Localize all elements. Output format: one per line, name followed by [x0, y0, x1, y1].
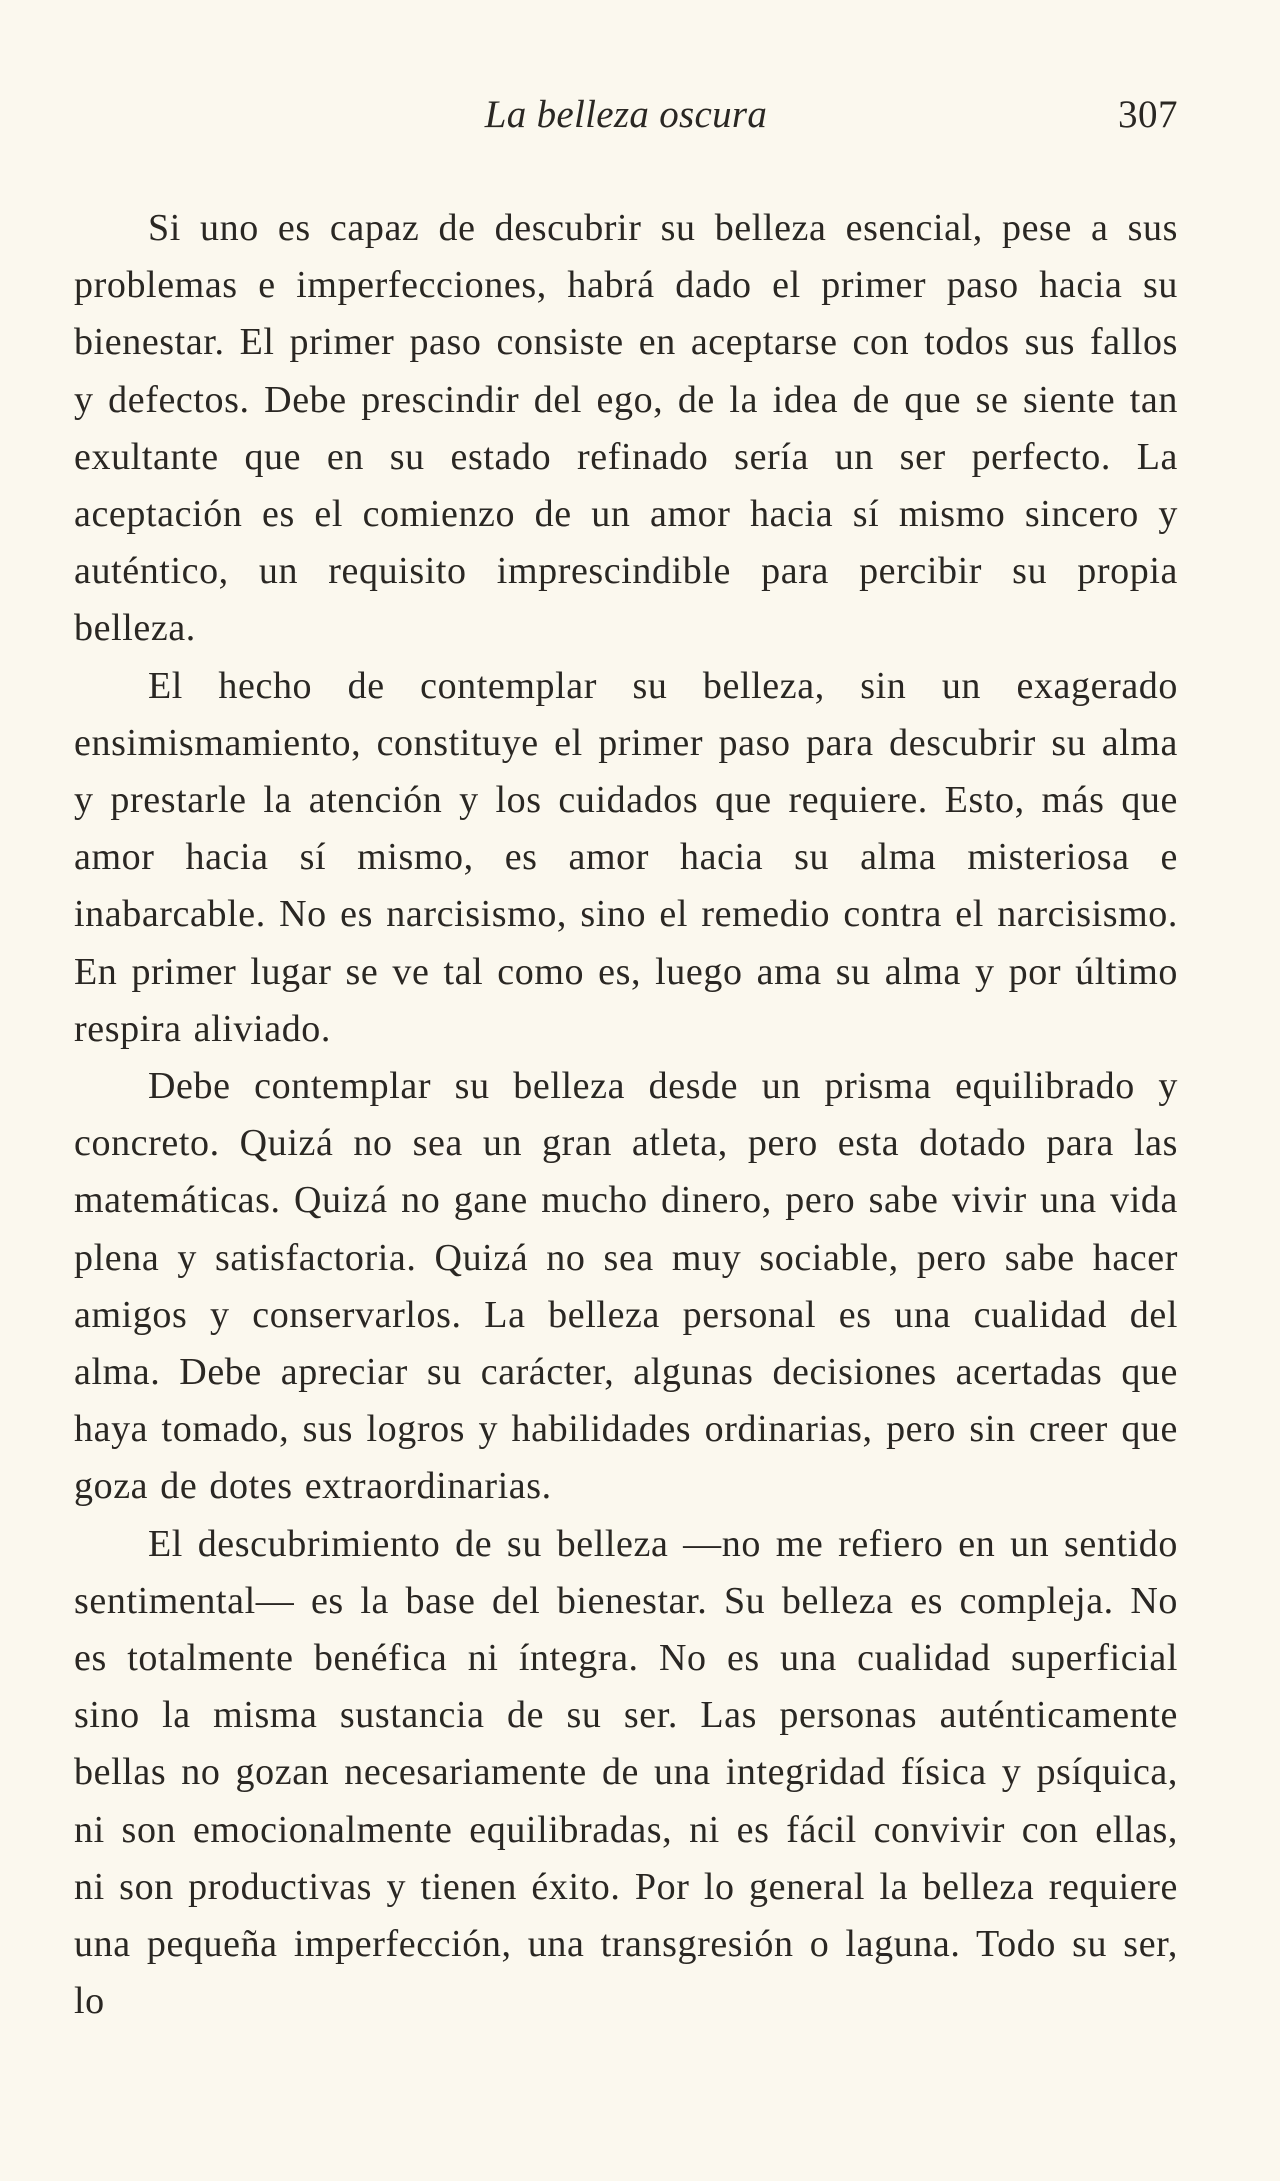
paragraph-3: Debe contemplar su belleza desde un prisma equilibrado y concreto. Quizá no sea un gran atleta, pero esta dotado para las matemáticas. Quizá no gane mucho dinero, pero sabe vivir una vida plena y satisfactoria. Quizá no sea muy sociable, pero sabe hacer amigos y conservarlos. La belleza personal es una cualidad del alma. Debe apreciar su carácter, algunas decisiones acertadas que haya tomado, sus logros y habilidades ordinarias, pero sin creer que goza de dotes extraordinarias.: [74, 1065, 1178, 1508]
body-text: [74, 200, 1178, 2031]
running-head: [74, 90, 1178, 144]
page-number: 307: [1118, 93, 1178, 136]
paragraph-1: Si uno es capaz de descubrir su belleza esencial, pese a sus problemas e imperfecciones, habrá dado el primer paso hacia su bienestar. El primer paso consiste en aceptarse con todos sus fallos y defectos. Debe prescindir del ego, de la idea de que se siente tan exultante que en su estado refinado sería un ser perfecto. La aceptación es el comienzo de un amor hacia sí mismo sincero y auténtico, un requisito imprescindible para percibir su propia belleza.: [74, 207, 1178, 650]
running-title: La belleza oscura: [484, 93, 768, 136]
paragraph-2: El hecho de contemplar su belleza, sin un exagerado ensimismamiento, constituye el primer paso para descubrir su alma y prestarle la atención y los cuidados que requiere. Esto, más que amor hacia sí mismo, es amor hacia su alma misteriosa e inabarcable. No es narcisismo, sino el remedio contra el narcisismo. En primer lugar se ve tal como es, luego ama su alma y por último respira aliviado.: [74, 664, 1178, 1050]
paragraph-4: El descubrimiento de su belleza —no me refiero en un sentido sentimental— es la base del bienestar. Su belleza es compleja. No es totalmente benéfica ni íntegra. No es una cualidad superficial sino la misma sustancia de su ser. Las personas auténticamente bellas no gozan necesariamente de una integridad física y psíquica, ni son emocionalmente equilibradas, ni es fácil convivir con ellas, ni son productivas y tienen éxito. Por lo general la belleza requiere una pequeña imperfección, una transgresión o laguna. Todo su ser, lo: [74, 1522, 1178, 2023]
